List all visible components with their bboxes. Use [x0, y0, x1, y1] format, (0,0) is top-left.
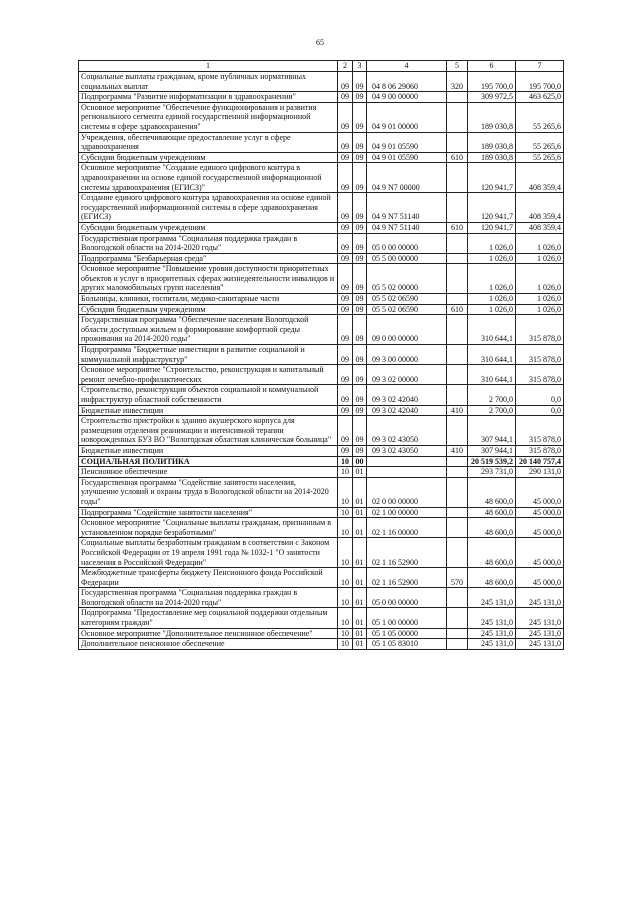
header-cell: 2: [338, 61, 353, 72]
row-target-article: 05 1 05 00000: [367, 628, 447, 639]
row-amount-col7: 245 131,0: [516, 628, 564, 639]
row-expense-type: [447, 456, 468, 467]
table-row: [79, 608, 564, 628]
row-amount-col6: 120 941,7: [468, 193, 516, 223]
row-target-article: 02 1 00 00000: [367, 507, 447, 518]
row-amount-col6: 189 030,8: [468, 102, 516, 132]
table-row: [79, 102, 564, 132]
row-amount-col6: 2 700,0: [468, 405, 516, 416]
row-name: Основное мероприятие "Социальные выплаты гражданам, признанным в установленном порядке безработными": [79, 518, 338, 538]
row-section: 09: [338, 222, 353, 233]
row-expense-type: 410: [447, 445, 468, 456]
row-name: Межбюджетные трансферты бюджету Пенсионного фонда Российской Федерации: [79, 568, 338, 588]
row-section: 10: [338, 568, 353, 588]
row-amount-col7: 315 878,0: [516, 445, 564, 456]
row-amount-col6: 48 600,0: [468, 477, 516, 507]
row-name: Подпрограмма "Безбарьерная среда": [79, 253, 338, 264]
row-name: Создание единого цифрового контура здравоохранения на основе единой государственной информационной системы в сфере здравоохранения (ЕГИСЗ): [79, 193, 338, 223]
row-section: 09: [338, 365, 353, 385]
row-subsection: 09: [353, 253, 367, 264]
row-name: Бюджетные инвестиции: [79, 405, 338, 416]
table-row: [79, 385, 564, 405]
row-amount-col7: 315 878,0: [516, 365, 564, 385]
row-expense-type: 570: [447, 568, 468, 588]
row-subsection: 01: [353, 507, 367, 518]
row-expense-type: [447, 639, 468, 650]
row-amount-col6: 189 030,8: [468, 132, 516, 152]
row-subsection: 09: [353, 416, 367, 446]
row-name: Строительство пристройки к зданию акушерского корпуса для размещения отделения реанимации и интенсивной терапии новорожденных БУЗ ВО "Вологодская областная клиническая больница": [79, 416, 338, 446]
row-target-article: 04 9 01 00000: [367, 102, 447, 132]
row-name: Больницы, клиники, госпитали, медико-санитарные части: [79, 294, 338, 305]
row-expense-type: 610: [447, 304, 468, 315]
row-expense-type: [447, 385, 468, 405]
row-amount-col6: 48 600,0: [468, 568, 516, 588]
row-target-article: 09 3 00 00000: [367, 345, 447, 365]
row-section: 09: [338, 132, 353, 152]
table-row: [79, 445, 564, 456]
row-subsection: 09: [353, 345, 367, 365]
row-amount-col7: 55 265,6: [516, 132, 564, 152]
row-expense-type: 610: [447, 152, 468, 163]
row-amount-col7: 245 131,0: [516, 639, 564, 650]
row-amount-col7: 45 000,0: [516, 477, 564, 507]
row-name: Бюджетные инвестиции: [79, 445, 338, 456]
row-expense-type: [447, 538, 468, 568]
row-expense-type: [447, 477, 468, 507]
row-target-article: 04 9 N7 00000: [367, 163, 447, 193]
row-name: Субсидии бюджетным учреждениям: [79, 304, 338, 315]
row-section: 09: [338, 385, 353, 405]
row-amount-col7: 1 026,0: [516, 253, 564, 264]
row-target-article: 05 0 00 00000: [367, 233, 447, 253]
row-target-article: 05 1 05 83010: [367, 639, 447, 650]
row-name: Основное мероприятие "Обеспечение функционирования и развития регионального сегмента единой государственной информационной системы в сфере здравоохранения": [79, 102, 338, 132]
row-amount-col7: 315 878,0: [516, 416, 564, 446]
row-name: Основное мероприятие "Строительство, реконструкция и капитальный ремонт лечебно-профилактических: [79, 365, 338, 385]
row-amount-col6: 245 131,0: [468, 628, 516, 639]
row-target-article: [367, 456, 447, 467]
row-target-article: 04 8 06 29060: [367, 72, 447, 92]
header-cell: 6: [468, 61, 516, 72]
row-amount-col6: 20 519 539,2: [468, 456, 516, 467]
row-name: Субсидии бюджетным учреждениям: [79, 152, 338, 163]
row-amount-col6: 1 026,0: [468, 304, 516, 315]
row-amount-col6: 189 030,8: [468, 152, 516, 163]
row-amount-col7: 45 000,0: [516, 507, 564, 518]
row-name: Основное мероприятие "Повышение уровня доступности приоритетных объектов и услуг в приоритетных сферах жизнедеятельности инвалидов и других маломобильных групп населения": [79, 264, 338, 294]
row-expense-type: [447, 507, 468, 518]
row-amount-col6: 120 941,7: [468, 222, 516, 233]
row-amount-col7: 1 026,0: [516, 264, 564, 294]
table-row: [79, 518, 564, 538]
row-target-article: 02 1 16 52900: [367, 568, 447, 588]
row-subsection: 09: [353, 163, 367, 193]
header-cell: 7: [516, 61, 564, 72]
row-name: Государственная программа "Социальная поддержка граждан в Вологодской области на 2014-2020 годы": [79, 233, 338, 253]
table-body: [79, 72, 564, 650]
row-section: 09: [338, 345, 353, 365]
row-section: 09: [338, 315, 353, 345]
row-target-article: 02 1 16 52900: [367, 538, 447, 568]
row-amount-col6: 309 972,5: [468, 92, 516, 103]
row-amount-col6: 1 026,0: [468, 253, 516, 264]
row-expense-type: [447, 345, 468, 365]
row-target-article: 09 3 02 42040: [367, 385, 447, 405]
row-expense-type: 410: [447, 405, 468, 416]
row-target-article: 05 5 02 00000: [367, 264, 447, 294]
row-subsection: 01: [353, 628, 367, 639]
row-section: 09: [338, 92, 353, 103]
row-amount-col7: 45 000,0: [516, 538, 564, 568]
row-subsection: 01: [353, 588, 367, 608]
row-name: Основное мероприятие "Создание единого цифрового контура в здравоохранении на основе единой государственной информационной системы здравоохранения (ЕГИСЗ)": [79, 163, 338, 193]
row-expense-type: 320: [447, 72, 468, 92]
row-target-article: 04 9 01 05590: [367, 132, 447, 152]
row-target-article: 02 0 00 00000: [367, 477, 447, 507]
table-row: [79, 477, 564, 507]
row-section: 09: [338, 233, 353, 253]
row-subsection: 09: [353, 233, 367, 253]
row-amount-col7: 55 265,6: [516, 152, 564, 163]
row-section: 09: [338, 253, 353, 264]
row-name: Учреждения, обеспечивающие предоставление услуг в сфере здравоохранения: [79, 132, 338, 152]
row-section: 10: [338, 507, 353, 518]
row-amount-col7: 0,0: [516, 405, 564, 416]
row-subsection: 01: [353, 477, 367, 507]
table-row: [79, 253, 564, 264]
row-amount-col7: 290 131,0: [516, 467, 564, 478]
row-target-article: 09 0 00 00000: [367, 315, 447, 345]
table-row: [79, 588, 564, 608]
table-row: [79, 507, 564, 518]
row-target-article: 04 9 N7 51140: [367, 193, 447, 223]
row-name: Субсидии бюджетным учреждениям: [79, 222, 338, 233]
table-row: [79, 132, 564, 152]
row-section: 09: [338, 445, 353, 456]
row-expense-type: [447, 608, 468, 628]
row-name: Социальные выплаты гражданам, кроме публичных нормативных социальных выплат: [79, 72, 338, 92]
row-subsection: 09: [353, 304, 367, 315]
row-subsection: 09: [353, 385, 367, 405]
row-target-article: 05 0 00 00000: [367, 588, 447, 608]
row-amount-col6: 310 644,1: [468, 315, 516, 345]
row-expense-type: [447, 92, 468, 103]
row-subsection: 09: [353, 92, 367, 103]
row-subsection: 09: [353, 132, 367, 152]
row-section: 10: [338, 628, 353, 639]
row-subsection: 09: [353, 445, 367, 456]
row-name: Подпрограмма "Предоставление мер социальной поддержки отдельным категориям граждан": [79, 608, 338, 628]
table-row: [79, 538, 564, 568]
row-name: Подпрограмма "Развитие информатизации в здравоохранении": [79, 92, 338, 103]
row-amount-col7: 245 131,0: [516, 588, 564, 608]
row-amount-col6: 1 026,0: [468, 294, 516, 305]
table-row: [79, 222, 564, 233]
row-section: 09: [338, 405, 353, 416]
row-amount-col7: 20 140 757,4: [516, 456, 564, 467]
row-expense-type: [447, 253, 468, 264]
row-section: 10: [338, 477, 353, 507]
row-amount-col7: 315 878,0: [516, 315, 564, 345]
row-section: 09: [338, 193, 353, 223]
row-section: 10: [338, 639, 353, 650]
table-row: [79, 304, 564, 315]
row-amount-col6: 307 944,1: [468, 445, 516, 456]
page-number: 65: [316, 38, 324, 47]
table-row: [79, 315, 564, 345]
table-row: [79, 345, 564, 365]
table-row: [79, 456, 564, 467]
row-subsection: 01: [353, 568, 367, 588]
row-name: Подпрограмма "Содействие занятости населения": [79, 507, 338, 518]
row-amount-col7: 408 359,4: [516, 222, 564, 233]
row-subsection: 09: [353, 315, 367, 345]
row-amount-col6: 2 700,0: [468, 385, 516, 405]
row-section: 10: [338, 467, 353, 478]
row-subsection: 09: [353, 294, 367, 305]
row-subsection: 09: [353, 264, 367, 294]
row-amount-col7: 463 625,0: [516, 92, 564, 103]
table-row: [79, 639, 564, 650]
row-amount-col6: 195 700,0: [468, 72, 516, 92]
table-row: [79, 568, 564, 588]
row-subsection: 09: [353, 193, 367, 223]
row-amount-col6: 1 026,0: [468, 233, 516, 253]
row-section: 10: [338, 608, 353, 628]
table-row: [79, 628, 564, 639]
row-amount-col7: 1 026,0: [516, 233, 564, 253]
table-row: [79, 416, 564, 446]
row-expense-type: [447, 193, 468, 223]
row-name: Социальные выплаты безработным гражданам в соответствии с Законом Российской Федерации от 19 апреля 1991 года № 1032-1 "О занятости населения в Российской Федерации": [79, 538, 338, 568]
header-cell: 1: [79, 61, 338, 72]
table-row: [79, 152, 564, 163]
table-row: [79, 193, 564, 223]
row-subsection: 01: [353, 608, 367, 628]
table-row: [79, 264, 564, 294]
row-amount-col7: 55 265,6: [516, 102, 564, 132]
row-expense-type: [447, 132, 468, 152]
row-amount-col7: 45 000,0: [516, 568, 564, 588]
row-subsection: 01: [353, 518, 367, 538]
row-amount-col6: 307 944,1: [468, 416, 516, 446]
row-amount-col7: 1 026,0: [516, 304, 564, 315]
budget-table: [78, 60, 564, 650]
row-subsection: 00: [353, 456, 367, 467]
row-name: Подпрограмма "Бюджетные инвестиции в развитие социальной и коммунальной инфраструктур": [79, 345, 338, 365]
row-expense-type: [447, 365, 468, 385]
table-row: [79, 467, 564, 478]
row-amount-col7: 1 026,0: [516, 294, 564, 305]
table-row: [79, 163, 564, 193]
row-target-article: 09 3 02 00000: [367, 365, 447, 385]
row-section: 09: [338, 152, 353, 163]
row-target-article: 09 3 02 42040: [367, 405, 447, 416]
row-subsection: 09: [353, 222, 367, 233]
row-amount-col7: 245 131,0: [516, 608, 564, 628]
header-cell: 5: [447, 61, 468, 72]
row-name: Дополнительное пенсионное обеспечение: [79, 639, 338, 650]
row-name: Строительство, реконструкция объектов социальной и коммунальной инфраструктур областной собственности: [79, 385, 338, 405]
row-section: 09: [338, 102, 353, 132]
row-name: СОЦИАЛЬНАЯ ПОЛИТИКА: [79, 456, 338, 467]
row-name: Государственная программа "Обеспечение населения Вологодской области доступным жильем и формирование комфортной среды проживания на 2014-2020 годы": [79, 315, 338, 345]
row-amount-col6: 48 600,0: [468, 507, 516, 518]
row-target-article: 02 1 16 00000: [367, 518, 447, 538]
row-amount-col6: 1 026,0: [468, 264, 516, 294]
row-expense-type: [447, 628, 468, 639]
row-expense-type: 610: [447, 222, 468, 233]
row-amount-col7: 408 359,4: [516, 163, 564, 193]
row-expense-type: [447, 467, 468, 478]
row-target-article: 09 3 02 43050: [367, 445, 447, 456]
row-name: Пенсионное обеспечение: [79, 467, 338, 478]
row-section: 09: [338, 416, 353, 446]
row-amount-col6: 310 644,1: [468, 365, 516, 385]
row-expense-type: [447, 588, 468, 608]
row-amount-col6: 293 731,0: [468, 467, 516, 478]
row-target-article: 04 9 01 05590: [367, 152, 447, 163]
row-expense-type: [447, 102, 468, 132]
row-expense-type: [447, 518, 468, 538]
row-target-article: 05 1 00 00000: [367, 608, 447, 628]
row-subsection: 01: [353, 639, 367, 650]
row-subsection: 09: [353, 72, 367, 92]
row-amount-col6: 48 600,0: [468, 518, 516, 538]
row-amount-col7: 315 878,0: [516, 345, 564, 365]
table-row: [79, 365, 564, 385]
row-expense-type: [447, 264, 468, 294]
row-section: 09: [338, 264, 353, 294]
row-section: 10: [338, 456, 353, 467]
row-name: Основное мероприятие "Дополнительное пенсионное обеспечение": [79, 628, 338, 639]
row-subsection: 09: [353, 405, 367, 416]
row-amount-col6: 310 644,1: [468, 345, 516, 365]
table-row: [79, 405, 564, 416]
row-name: Государственная программа "Содействие занятости населения, улучшение условий и охраны труда в Вологодской области на 2014-2020 годы": [79, 477, 338, 507]
row-amount-col7: 408 359,4: [516, 193, 564, 223]
row-amount-col6: 245 131,0: [468, 639, 516, 650]
row-subsection: 09: [353, 365, 367, 385]
row-expense-type: [447, 416, 468, 446]
row-amount-col7: 45 000,0: [516, 518, 564, 538]
row-amount-col7: 195 700,0: [516, 72, 564, 92]
header-row: [79, 61, 564, 72]
row-section: 10: [338, 538, 353, 568]
row-target-article: [367, 467, 447, 478]
row-amount-col6: 245 131,0: [468, 608, 516, 628]
row-target-article: 05 5 02 06590: [367, 294, 447, 305]
header-cell: 4: [367, 61, 447, 72]
row-amount-col6: 48 600,0: [468, 538, 516, 568]
row-section: 10: [338, 518, 353, 538]
row-expense-type: [447, 294, 468, 305]
row-expense-type: [447, 315, 468, 345]
table-row: [79, 294, 564, 305]
row-name: Государственная программа "Социальная поддержка граждан в Вологодской области на 2014-2020 годы": [79, 588, 338, 608]
row-amount-col6: 245 131,0: [468, 588, 516, 608]
row-subsection: 09: [353, 102, 367, 132]
row-section: 10: [338, 588, 353, 608]
row-target-article: 05 5 00 00000: [367, 253, 447, 264]
row-amount-col6: 120 941,7: [468, 163, 516, 193]
row-target-article: 04 9 N7 51140: [367, 222, 447, 233]
row-target-article: 05 5 02 06590: [367, 304, 447, 315]
row-target-article: 09 3 02 43050: [367, 416, 447, 446]
row-section: 09: [338, 294, 353, 305]
row-subsection: 09: [353, 152, 367, 163]
row-section: 09: [338, 163, 353, 193]
row-section: 09: [338, 304, 353, 315]
row-section: 09: [338, 72, 353, 92]
table-row: [79, 72, 564, 92]
row-expense-type: [447, 233, 468, 253]
row-subsection: 01: [353, 467, 367, 478]
row-target-article: 04 9 00 00000: [367, 92, 447, 103]
header-cell: 3: [353, 61, 367, 72]
table-row: [79, 92, 564, 103]
row-expense-type: [447, 163, 468, 193]
row-amount-col7: 0,0: [516, 385, 564, 405]
table-row: [79, 233, 564, 253]
row-subsection: 01: [353, 538, 367, 568]
